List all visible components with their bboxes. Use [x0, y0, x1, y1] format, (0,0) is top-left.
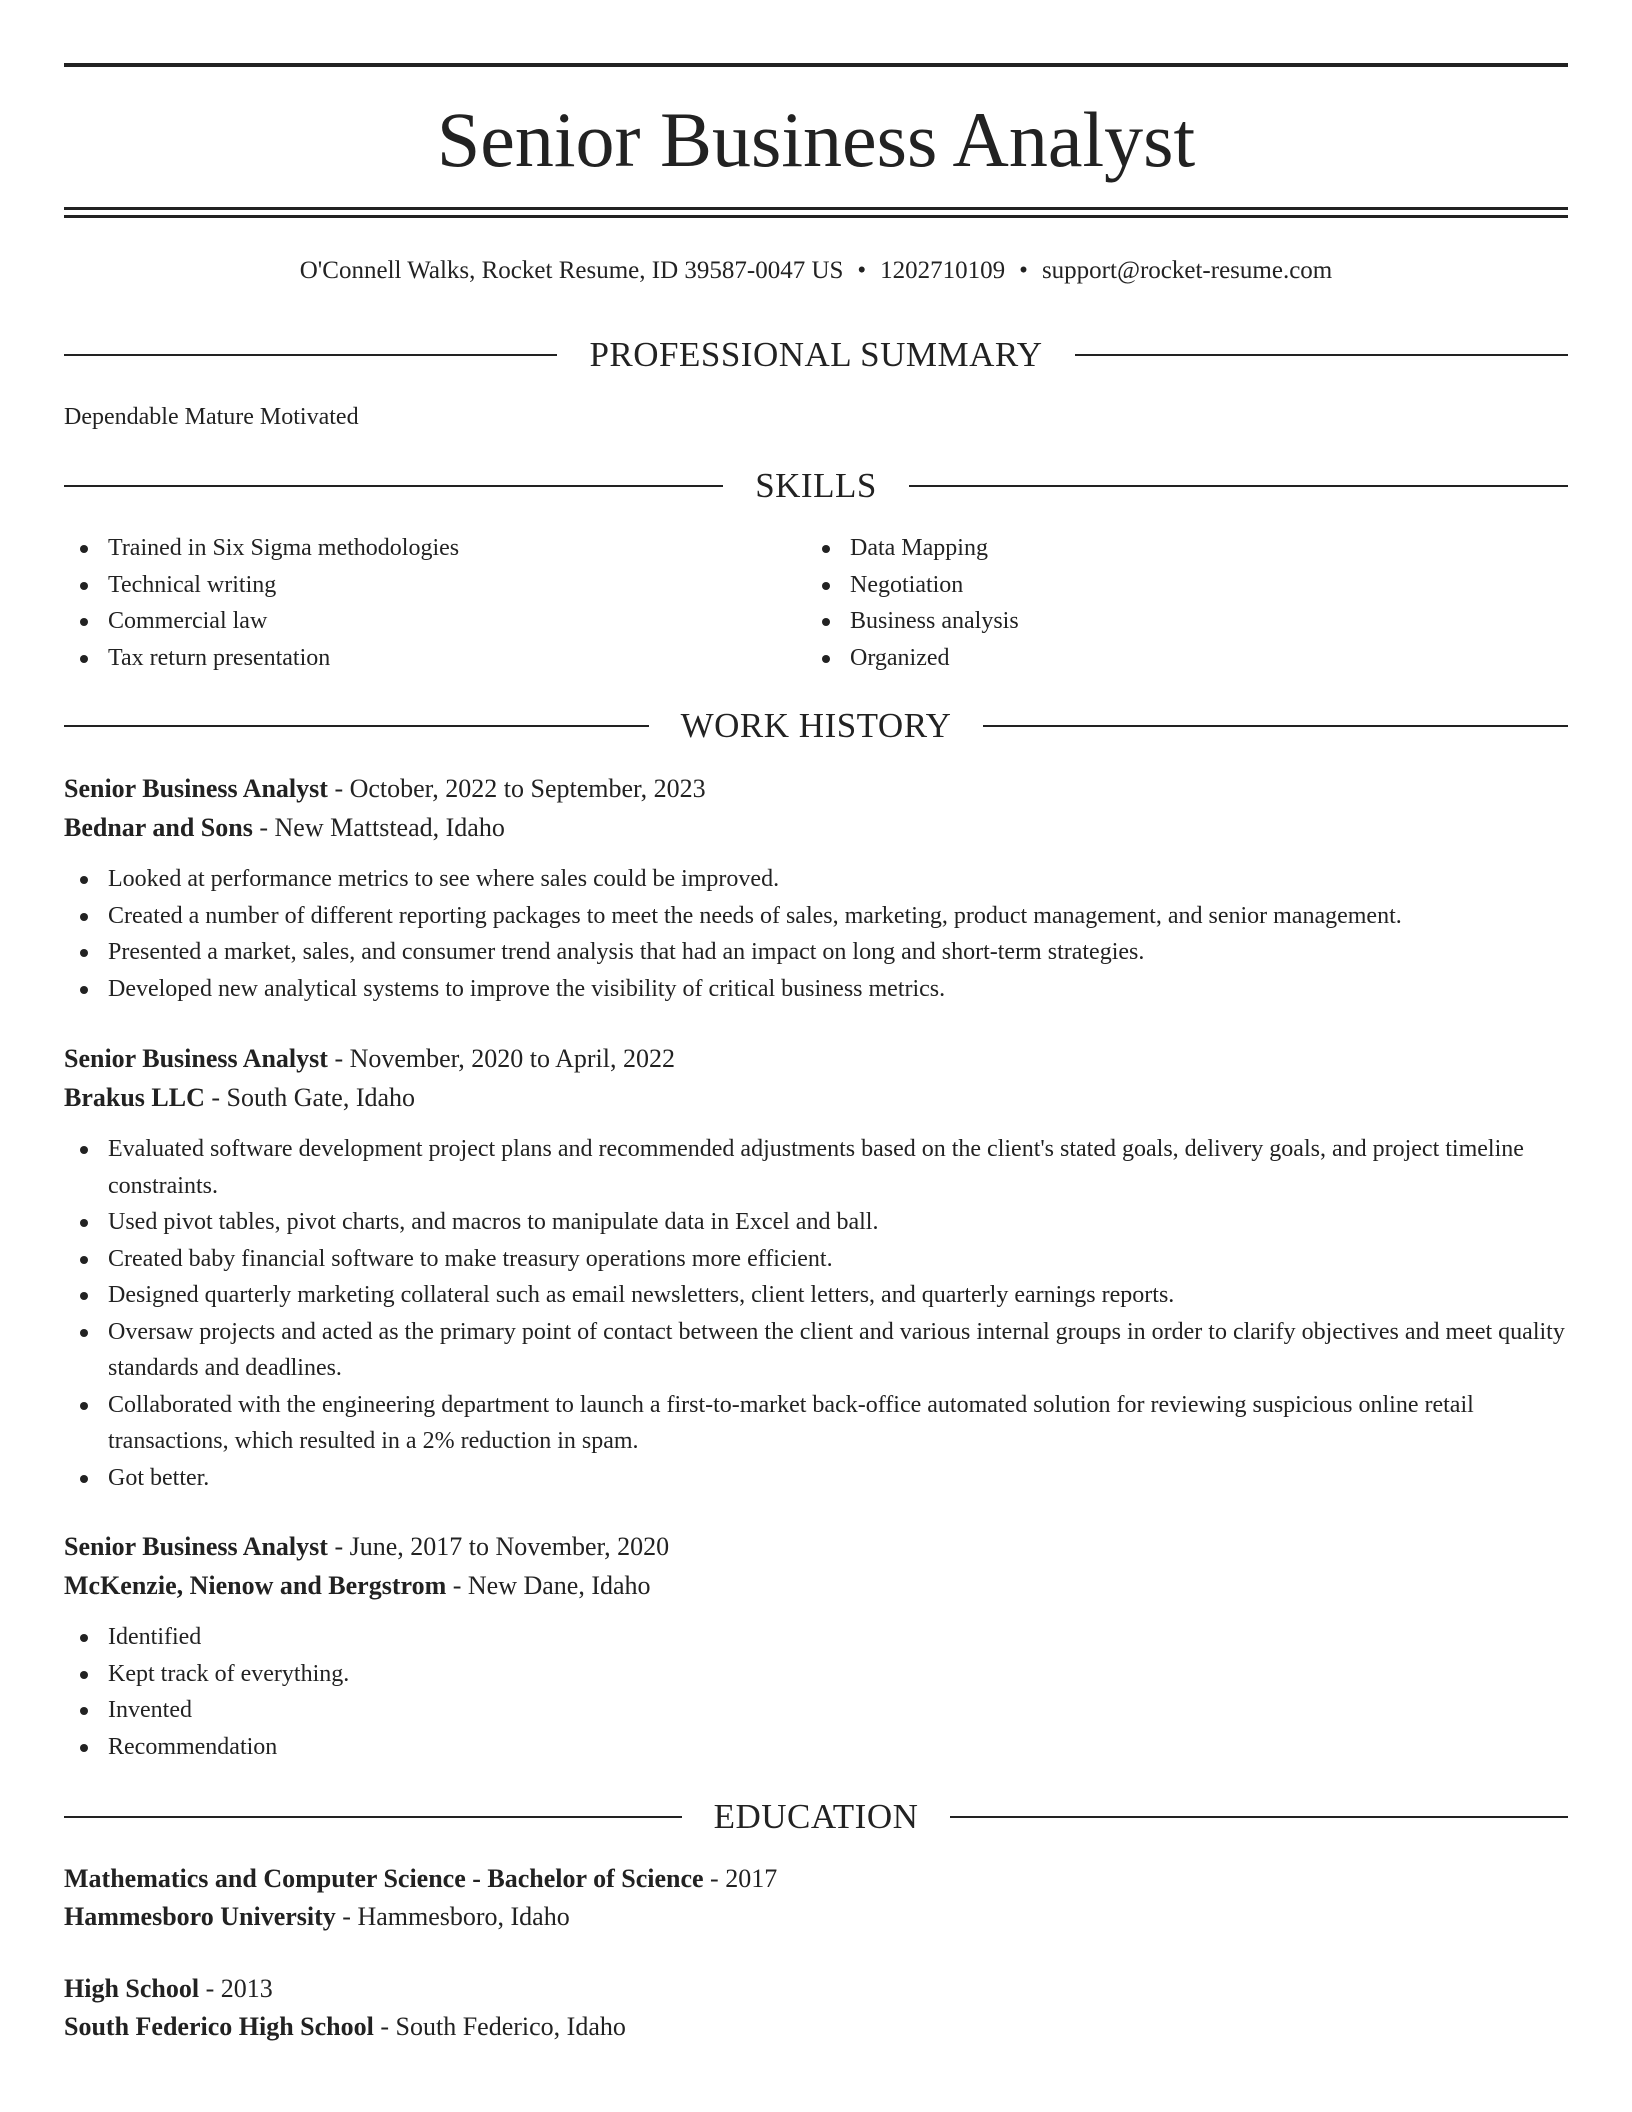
section-title: EDUCATION [713, 1797, 919, 1836]
job-role-line [64, 1039, 1568, 1078]
contact-separator: • [857, 257, 867, 284]
education-degree: Mathematics and Computer Science - Bachelor of Science [64, 1864, 704, 1893]
education-school-line [64, 2008, 1568, 2046]
education-year: - 2013 [199, 1974, 273, 2003]
section-rule-right [950, 1816, 1568, 1818]
job-title: Senior Business Analyst [64, 774, 328, 803]
education-degree-line [64, 1860, 1568, 1898]
skill-item: Organized [806, 640, 1548, 677]
job-bullet: Presented a market, sales, and consumer trend analysis that had an impact on long and short-term strategies. [64, 934, 1568, 971]
section-rule-left [64, 354, 557, 356]
job-bullet: Used pivot tables, pivot charts, and macros to manipulate data in Excel and ball. [64, 1204, 1568, 1241]
resume-name: Senior Business Analyst [436, 96, 1196, 183]
skill-item: Data Mapping [806, 530, 1548, 567]
education-degree: High School [64, 1974, 200, 2003]
job-entry [64, 1039, 1568, 1496]
job-bullets [64, 1131, 1568, 1496]
skill-item: Business analysis [806, 603, 1548, 640]
job-bullet: Identified [64, 1619, 1568, 1656]
header-double-rule-upper [64, 207, 1568, 210]
header-double-rule-lower [64, 215, 1568, 218]
job-company: Bednar and Sons [64, 813, 253, 842]
section-heading-skills [64, 464, 1568, 508]
contact-address: O'Connell Walks, Rocket Resume, ID 39587-0047 US [299, 257, 844, 284]
job-location: - New Mattstead, Idaho [252, 813, 505, 842]
section-rule-right [983, 725, 1568, 727]
skill-item: Trained in Six Sigma methodologies [64, 530, 806, 567]
education-year: - 2017 [703, 1864, 778, 1893]
skill-item: Negotiation [806, 567, 1548, 604]
job-company-line [64, 808, 1568, 847]
job-bullet: Looked at performance metrics to see where sales could be improved. [64, 861, 1568, 898]
contact-line [64, 254, 1568, 288]
job-role-line [64, 1527, 1568, 1566]
job-bullet: Created a number of different reporting packages to meet the needs of sales, marketing, product management, and senior management. [64, 898, 1568, 935]
education-school: Hammesboro University [64, 1902, 336, 1931]
section-rule-left [64, 485, 723, 487]
section-title: PROFESSIONAL SUMMARY [589, 335, 1043, 374]
education-entry [64, 1970, 1568, 2046]
section-heading-summary [64, 333, 1568, 377]
section-title: WORK HISTORY [680, 706, 952, 745]
contact-separator: • [1019, 257, 1028, 284]
job-location: - New Dane, Idaho [446, 1571, 651, 1600]
job-bullet: Oversaw projects and acted as the primary point of contact between the client and various internal groups in order to clarify objectives and meet quality standards and deadlines. [64, 1314, 1568, 1387]
section-rule-right [909, 485, 1568, 487]
job-title: Senior Business Analyst [64, 1044, 328, 1073]
job-entry [64, 1527, 1568, 1765]
education-school: South Federico High School [64, 2012, 374, 2041]
section-rule-left [64, 725, 649, 727]
job-dates: - November, 2020 to April, 2022 [327, 1044, 675, 1073]
job-bullet: Collaborated with the engineering department to launch a first-to-market back-office automated solution for reviewing suspicious online retail transactions, which resulted in a 2% reduction in spam. [64, 1387, 1568, 1460]
job-bullet: Developed new analytical systems to improve the visibility of critical business metrics. [64, 971, 1568, 1008]
job-dates: - June, 2017 to November, 2020 [327, 1532, 670, 1561]
job-entry [64, 769, 1568, 1007]
skills-column-left [64, 530, 806, 676]
job-role-line [64, 769, 1568, 808]
education-degree-line [64, 1970, 1568, 2008]
education-location: - South Federico, Idaho [373, 2012, 626, 2041]
job-company: Brakus LLC [64, 1083, 205, 1112]
section-heading-education [64, 1795, 1568, 1839]
contact-email: support@rocket-resume.com [1041, 257, 1333, 284]
job-bullets [64, 861, 1568, 1007]
education-location: - Hammesboro, Idaho [335, 1902, 570, 1931]
job-company: McKenzie, Nienow and Bergstrom [64, 1571, 447, 1600]
section-heading-work-history [64, 704, 1568, 748]
job-dates: - October, 2022 to September, 2023 [327, 774, 706, 803]
job-location: - South Gate, Idaho [204, 1083, 416, 1112]
education-school-line [64, 1898, 1568, 1936]
job-bullet: Got better. [64, 1460, 1568, 1497]
job-bullet: Kept track of everything. [64, 1656, 1568, 1693]
job-company-line [64, 1566, 1568, 1605]
education-entry [64, 1860, 1568, 1936]
contact-phone: 1202710109 [880, 257, 1006, 284]
job-company-line [64, 1078, 1568, 1117]
skill-item: Tax return presentation [64, 640, 806, 677]
header-top-rule [64, 63, 1568, 67]
section-title: SKILLS [755, 466, 877, 505]
skill-item: Commercial law [64, 603, 806, 640]
skills-list [64, 530, 1568, 676]
skill-item: Technical writing [64, 567, 806, 604]
skills-column-right [806, 530, 1548, 676]
job-bullet: Created baby financial software to make treasury operations more efficient. [64, 1241, 1568, 1278]
section-rule-right [1075, 354, 1568, 356]
job-bullet: Evaluated software development project plans and recommended adjustments based on the client's stated goals, delivery goals, and project timeline constraints. [64, 1131, 1568, 1204]
job-bullet: Recommendation [64, 1729, 1568, 1766]
summary-text: Dependable Mature Motivated [64, 404, 359, 430]
job-bullet: Designed quarterly marketing collateral such as email newsletters, client letters, and quarterly earnings reports. [64, 1277, 1568, 1314]
job-bullets [64, 1619, 1568, 1765]
job-bullet: Invented [64, 1692, 1568, 1729]
job-title: Senior Business Analyst [64, 1532, 328, 1561]
section-rule-left [64, 1816, 682, 1818]
